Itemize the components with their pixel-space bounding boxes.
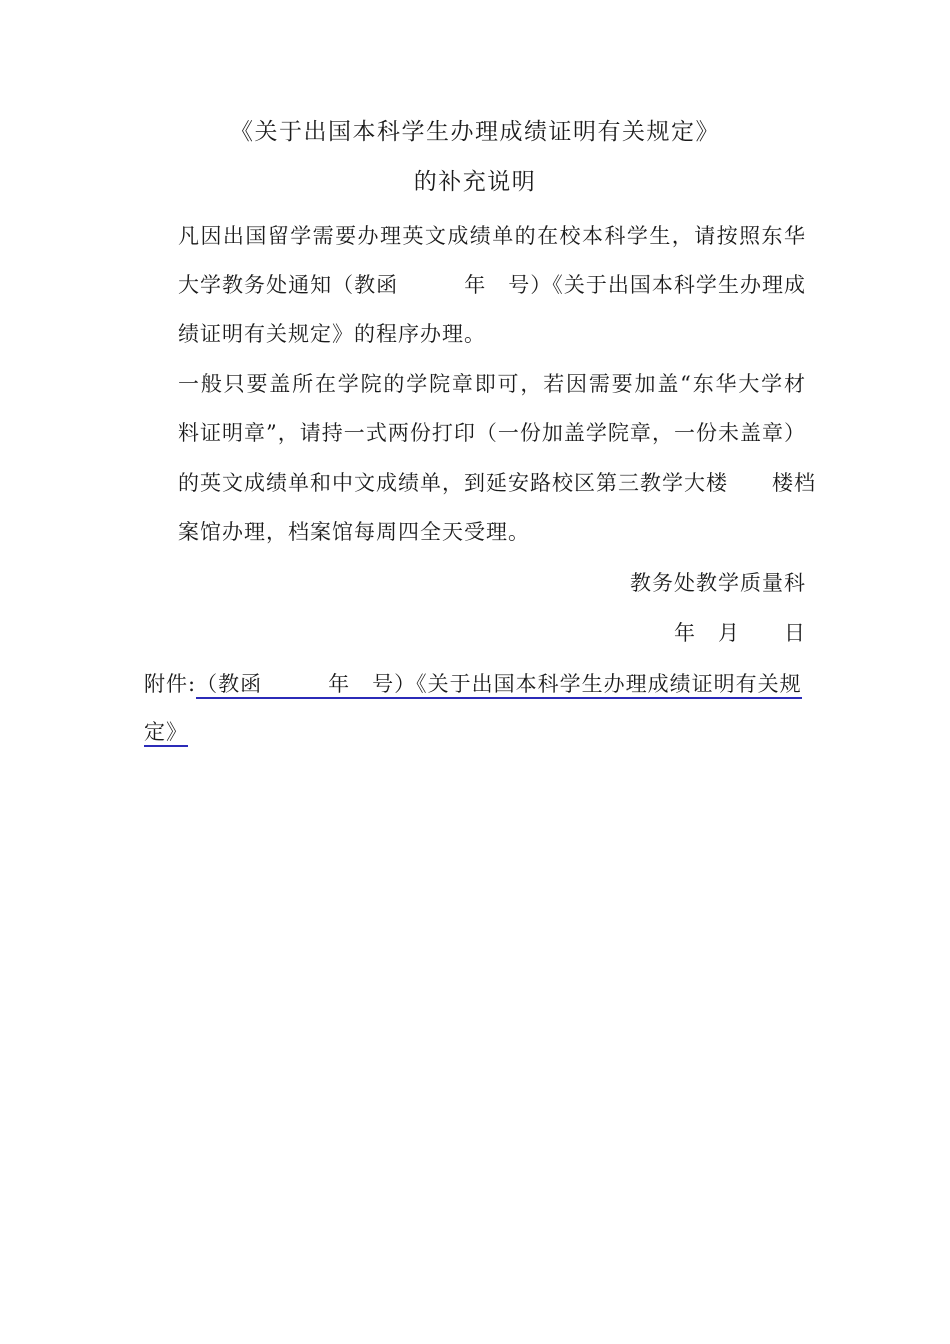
paragraph-1-line-2: 大学教务处通知（教函 年 号）《关于出国本科学生办理成 <box>178 273 806 297</box>
paragraph-2-line-1: 一般只要盖所在学院的学院章即可，若因需要加盖“东华大学材 <box>178 372 806 396</box>
page-title: 《关于出国本科学生办理成绩证明有关规定》 <box>230 119 720 145</box>
page-subtitle: 的补充说明 <box>413 169 537 195</box>
paragraph-2-line-4: 案馆办理，档案馆每周四全天受理。 <box>178 520 530 544</box>
paragraph-2-line-3: 的英文成绩单和中文成绩单，到延安路校区第三教学大楼 楼档 <box>178 471 816 495</box>
attachment-link-continuation[interactable]: 定》 <box>144 720 188 747</box>
paragraph-1-line-1: 凡因出国留学需要办理英文成绩单的在校本科学生，请按照东华 <box>178 224 806 248</box>
signature-date: 年 月 日 <box>674 621 806 645</box>
signature-office: 教务处教学质量科 <box>630 571 806 595</box>
paragraph-1-line-3: 绩证明有关规定》的程序办理。 <box>178 322 486 346</box>
attachment-link[interactable]: （教函 年 号）《关于出国本科学生办理成绩证明有关规 <box>196 672 802 699</box>
attachment-label: 附件: <box>144 672 197 696</box>
attachment-line-1 <box>144 670 802 698</box>
paragraph-2-line-2: 料证明章”，请持一式两份打印（一份加盖学院章，一份未盖章） <box>178 421 806 445</box>
attachment-line-2 <box>144 718 188 746</box>
